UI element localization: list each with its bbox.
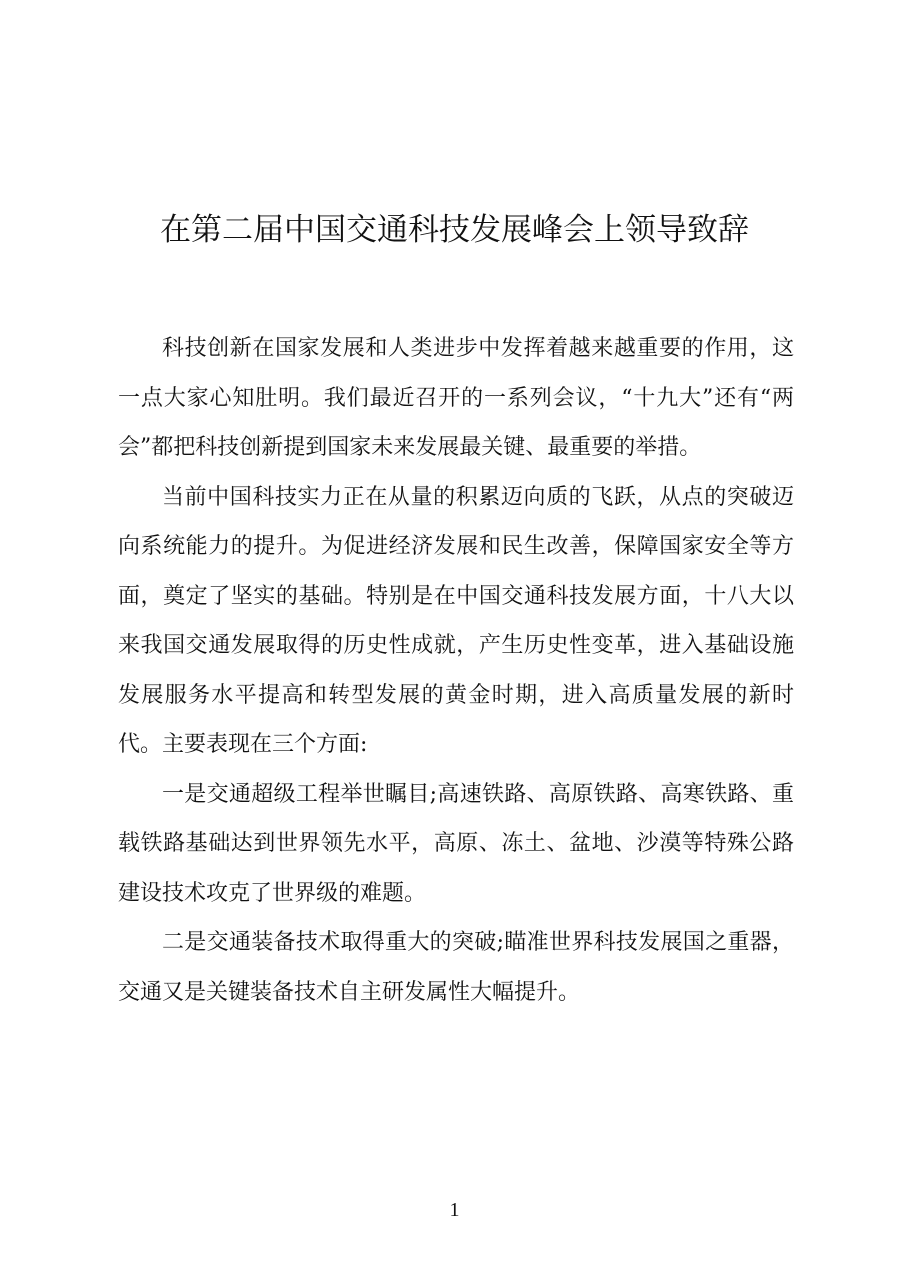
paragraph-4: 二是交通装备技术取得重大的突破;瞄准世界科技发展国之重器，交通又是关键装备技术自主研发属性大幅提升。: [118, 930, 794, 1005]
document-title: 在第二届中国交通科技发展峰会上领导致辞: [160, 212, 749, 248]
paragraph-2: 当前中国科技实力正在从量的积累迈向质的飞跃，从点的突破迈向系统能力的提升。为促进经济发展和民生改善，保障国家安全等方面，奠定了坚实的基础。特别是在中国交通科技发展方面，十八大以来我国交通发展取得的历史性成就，产生历史性变革，进入基础设施发展服务水平提高和转型发展的黄金时期，进入高质量发展的新时代。主要表现在三个方面:: [118, 484, 794, 757]
document-body: [118, 324, 794, 1017]
paragraph-3: 一是交通超级工程举世瞩目;高速铁路、高原铁路、高寒铁路、重载铁路基础达到世界领先水平，高原、冻土、盆地、沙漠等特殊公路建设技术攻克了世界级的难题。: [118, 781, 794, 906]
paragraph-1: 科技创新在国家发展和人类进步中发挥着越来越重要的作用，这一点大家心知肚明。我们最近召开的一系列会议，“十九大”还有“两会”都把科技创新提到国家未来发展最关键、最重要的举措。: [118, 336, 794, 460]
page-number: 1: [449, 1199, 460, 1221]
